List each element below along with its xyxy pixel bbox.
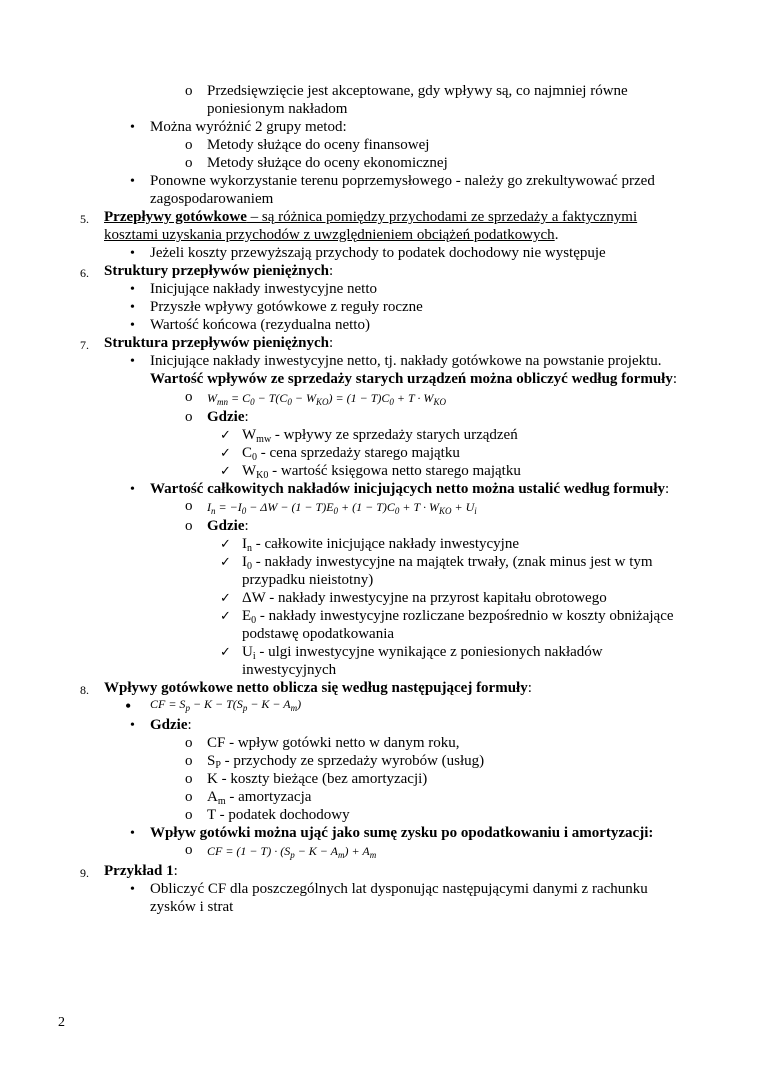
punctuation: : xyxy=(244,409,249,425)
punctuation: : xyxy=(527,680,532,696)
circle-marker: o xyxy=(185,83,193,99)
bold-text: Gdzie xyxy=(207,409,245,425)
symbol: C xyxy=(242,445,253,461)
heading-text: Struktury przepływów pieniężnych xyxy=(104,263,329,279)
circle-marker: o xyxy=(185,409,193,425)
punctuation: : xyxy=(329,263,334,279)
subscript: mw xyxy=(256,434,272,445)
text-line: Obliczyć CF dla poszczególnych lat dysponując następującymi danymi z rachunku xyxy=(150,881,648,897)
text-line: Przedsięwzięcie jest akceptowane, gdy wpływy są, co najmniej równe xyxy=(207,83,628,99)
text-line xyxy=(104,226,558,244)
description: - wpływy ze sprzedaży starych urządzeń xyxy=(271,427,518,443)
bullet-marker: • xyxy=(130,882,135,897)
text-line xyxy=(150,480,669,498)
heading-text: Struktura przepływów pieniężnych xyxy=(104,335,329,351)
text-line xyxy=(207,788,311,806)
symbol: W xyxy=(242,427,257,443)
symbol: E xyxy=(242,608,252,624)
text-line xyxy=(207,517,249,535)
list-number: 5. xyxy=(80,212,89,226)
text-line: T - podatek dochodowy xyxy=(207,807,350,823)
circle-marker: o xyxy=(185,842,193,858)
symbol: S xyxy=(207,753,216,769)
text-line xyxy=(150,370,677,388)
check-icon: ✓ xyxy=(220,536,231,551)
section-heading xyxy=(104,862,178,880)
bullet-marker: • xyxy=(130,482,135,497)
bullet-marker: • xyxy=(130,826,135,841)
circle-marker: o xyxy=(185,771,193,787)
bullet-marker: • xyxy=(130,354,135,369)
bullet-marker: • xyxy=(125,696,132,716)
text-line xyxy=(242,444,460,462)
bullet-marker: • xyxy=(130,282,135,297)
punctuation: : xyxy=(665,481,670,497)
subscript: i xyxy=(252,651,256,662)
bullet-marker: • xyxy=(130,300,135,315)
description: - amortyzacja xyxy=(225,789,312,805)
bullet-marker: • xyxy=(130,174,135,189)
circle-marker: o xyxy=(185,789,193,805)
text-line: Inicjujące nakłady inwestycyjne netto xyxy=(150,281,377,297)
description: - nakłady inwestycyjne rozliczane bezpośrednio w koszty obniżające xyxy=(256,608,674,624)
text-line xyxy=(242,607,674,625)
bullet-marker: • xyxy=(130,318,135,333)
bullet-marker: • xyxy=(130,718,135,733)
circle-marker: o xyxy=(185,753,193,769)
description: - przychody ze sprzedaży wyrobów (usług) xyxy=(220,753,485,769)
circle-marker: o xyxy=(185,498,193,514)
list-number: 8. xyxy=(80,683,89,697)
subscript: m xyxy=(217,796,226,807)
punctuation: : xyxy=(244,518,249,534)
punctuation: : xyxy=(672,371,678,387)
formula: CF = $(1 - T) \cdot (S_p - K - A_m) + A_m$ xyxy=(207,844,377,860)
subscript: K0 xyxy=(256,470,269,481)
subscript: 0 xyxy=(252,452,258,463)
text-line xyxy=(242,553,653,571)
circle-marker: o xyxy=(185,735,193,751)
section-heading xyxy=(104,334,333,352)
text-line xyxy=(242,426,518,444)
text-line: Metody służące do oceny ekonomicznej xyxy=(207,155,448,171)
text-line xyxy=(150,716,192,734)
text-line: Wartość końcowa (rezydualna netto) xyxy=(150,317,370,333)
bold-text: Wartość całkowitych nakładów inicjujących netto można ustalić według formuły xyxy=(150,481,665,497)
circle-marker: o xyxy=(185,389,193,405)
check-icon: ✓ xyxy=(220,590,231,605)
text-line: CF - wpływ gotówki netto w danym roku, xyxy=(207,735,460,751)
symbol: U xyxy=(242,644,253,660)
circle-marker: o xyxy=(185,155,193,171)
punctuation: : xyxy=(187,717,192,733)
bold-text: Wartość wpływów ze sprzedaży starych urządzeń można obliczyć według formuły xyxy=(150,371,673,387)
text-line: poniesionym nakładom xyxy=(207,101,348,117)
check-icon: ✓ xyxy=(220,554,231,569)
list-number: 7. xyxy=(80,338,89,352)
subscript: 0 xyxy=(247,561,252,572)
text-line: inwestycyjnych xyxy=(242,662,337,678)
symbol: A xyxy=(207,789,218,805)
symbol: I xyxy=(242,554,247,570)
text-line: Inicjujące nakłady inwestycyjne netto, tj. nakłady gotówkowe na powstanie projektu. xyxy=(150,353,662,369)
text-line: zysków i strat xyxy=(150,899,234,915)
text-line: Metody służące do oceny finansowej xyxy=(207,137,430,153)
circle-marker: o xyxy=(185,807,193,823)
term-heading: Przepływy gotówkowe xyxy=(104,209,247,225)
text-line xyxy=(207,408,249,426)
text-line: Jeżeli koszty przewyższają przychody to podatek dochodowy nie występuje xyxy=(150,245,606,261)
circle-marker: o xyxy=(185,137,193,153)
symbol: W xyxy=(242,463,257,479)
punctuation: : xyxy=(173,863,178,879)
text-line: podstawę opodatkowania xyxy=(242,626,395,642)
description: - całkowite inicjujące nakłady inwestycyjne xyxy=(252,536,519,552)
subscript: n xyxy=(247,543,252,554)
check-icon: ✓ xyxy=(220,644,231,659)
text-line xyxy=(104,208,637,226)
description: - nakłady inwestycyjne na majątek trwały, (znak minus jest w tym xyxy=(252,554,653,570)
list-number: 9. xyxy=(80,866,89,880)
punctuation: . xyxy=(554,227,559,243)
punctuation: : xyxy=(329,335,334,351)
formula: CF = $S_p - K - T(S_p - K - A_m)$ xyxy=(150,697,302,713)
check-icon: ✓ xyxy=(220,463,231,478)
text-line: zagospodarowaniem xyxy=(150,191,274,207)
text-line: Ponowne wykorzystanie terenu poprzemysłowego - należy go zrekultywować przed xyxy=(150,173,655,189)
text-line: Można wyróżnić 2 grupy metod: xyxy=(150,119,347,135)
bold-text: Gdzie xyxy=(207,518,245,534)
list-number: 6. xyxy=(80,266,89,280)
heading-text: Przykład 1 xyxy=(104,863,174,879)
subscript: 0 xyxy=(251,615,257,626)
check-icon: ✓ xyxy=(220,427,231,442)
bullet-marker: • xyxy=(130,120,135,135)
text-line xyxy=(207,752,484,770)
check-icon: ✓ xyxy=(220,445,231,460)
text-line xyxy=(242,535,519,553)
definition-text: kosztami uzyskania przychodów z uwzględnieniem obciążeń podatkowych xyxy=(104,227,555,243)
heading-text: Wpływy gotówkowe netto oblicza się według następującej formuły xyxy=(104,680,528,696)
symbol: I xyxy=(242,536,247,552)
text-line xyxy=(242,643,603,661)
circle-marker: o xyxy=(185,518,193,534)
text-line: ΔW - nakłady inwestycyjne na przyrost kapitału obrotowego xyxy=(242,590,607,606)
formula: $W_{mn} = C_0 - T(C_0 - W_{KO}) = (1 - T)C_0 + T \cdot W_{KO}$ xyxy=(207,391,446,407)
description: - ulgi inwestycyjne wynikające z poniesionych nakładów xyxy=(255,644,603,660)
bullet-marker: • xyxy=(130,246,135,261)
definition-text: – są różnica pomiędzy przychodami ze sprzedaży a faktycznymi xyxy=(246,209,638,225)
bold-text: Gdzie xyxy=(150,717,188,733)
text-line: przypadku nieistotny) xyxy=(242,572,374,588)
check-icon: ✓ xyxy=(220,608,231,623)
text-line xyxy=(242,462,521,480)
description: - wartość księgowa netto starego majątku xyxy=(268,463,521,479)
description: - cena sprzedaży starego majątku xyxy=(257,445,460,461)
text-line: Przyszłe wpływy gotówkowe z reguły roczne xyxy=(150,299,423,315)
text-line: Wpływ gotówki można ująć jako sumę zysku po opodatkowaniu i amortyzacji: xyxy=(150,825,654,841)
section-heading xyxy=(104,262,333,280)
page-number: 2 xyxy=(58,1015,65,1030)
text-line: K - koszty bieżące (bez amortyzacji) xyxy=(207,771,428,787)
formula: $I_n = -I_0 - \Delta W - (1 - T)E_0 + (1 - T)C_0 + T \cdot W_{KO} + U_i$ xyxy=(207,500,477,516)
subscript: P xyxy=(215,760,221,771)
